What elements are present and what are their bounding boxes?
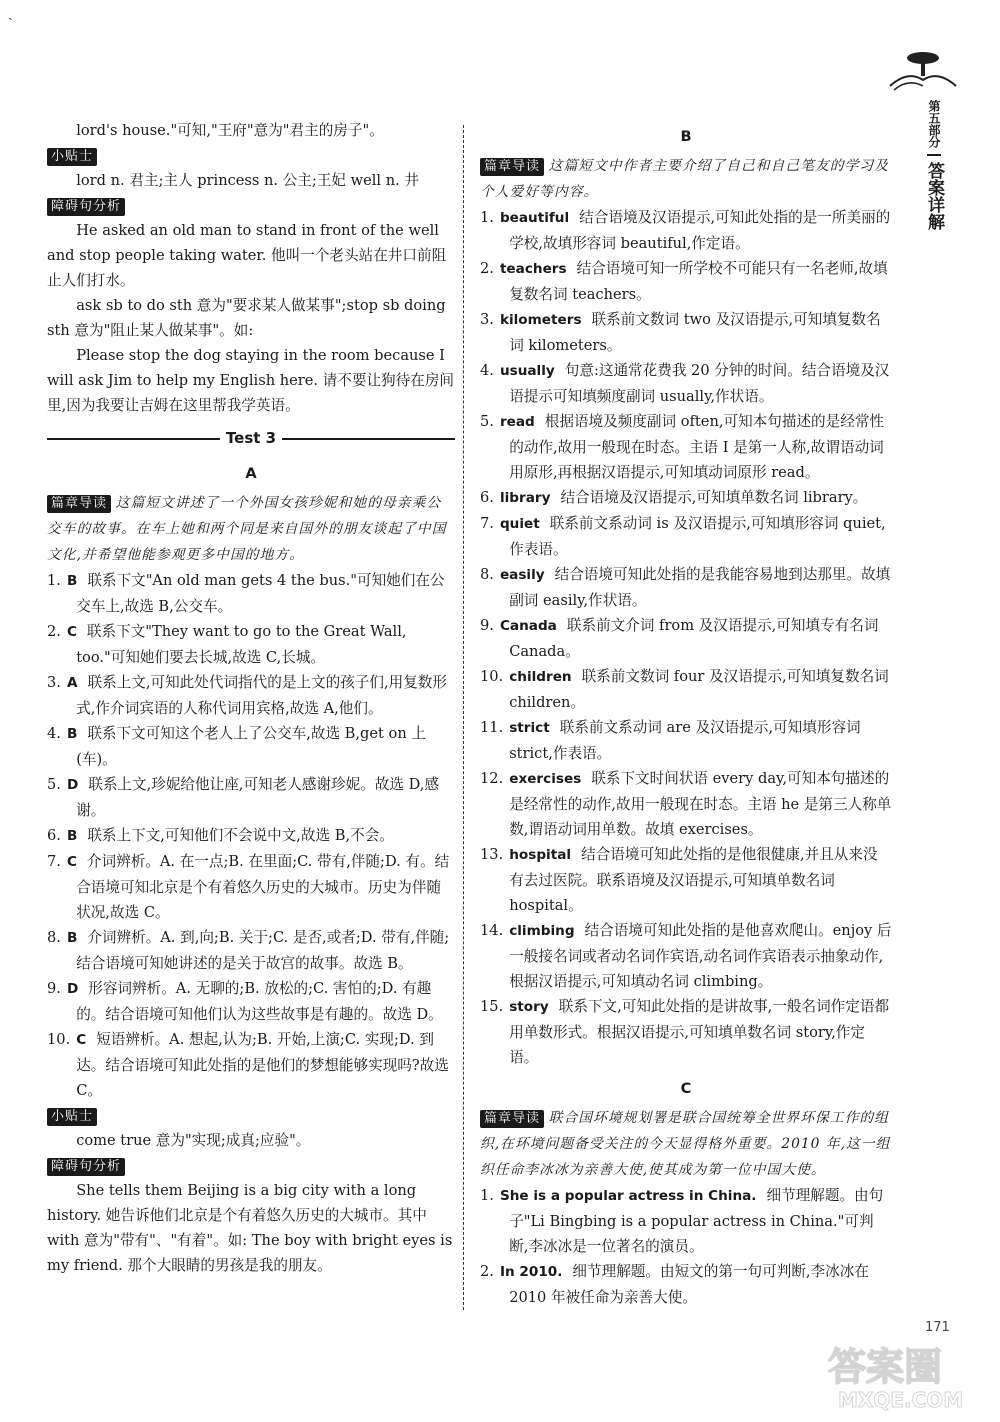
item-number: 5. (47, 776, 61, 793)
answer-item (480, 766, 892, 842)
item-answer: A (66, 675, 78, 691)
item-number: 12. (480, 770, 504, 787)
item-number: 2. (47, 623, 61, 640)
item-number: 2. (480, 260, 494, 277)
answer-item (480, 205, 892, 256)
guide-label: 篇章导读 (47, 495, 111, 513)
analysis-paragraph: She tells them Beijing is a big city with a long history. 她告诉他们北京是个有着悠久历史的大城市。其中 with 意为"带有"、"有着"。如: The boy with bright eyes is my friend. 那个大眼睛的男孩是我的朋友。 (47, 1182, 453, 1274)
item-answer: Canada (499, 618, 557, 634)
item-explanation: 联系前文介词 from 及汉语提示,可知填专有名词 Canada。 (509, 617, 879, 660)
answer-item (480, 1183, 892, 1259)
tip-label: 小贴士 (47, 1108, 97, 1126)
guide-label: 篇章导读 (480, 1110, 544, 1128)
answer-list (480, 205, 892, 1070)
item-explanation: 细节理解题。由短文的第一句可判断,李冰冰在 2010 年被任命为亲善大使。 (509, 1263, 869, 1306)
item-number: 3. (47, 674, 61, 691)
item-explanation: 形容词辨析。A. 无聊的;B. 放松的;C. 害怕的;D. 有趣的。结合语境可知他们认为这些故事是有趣的。故选 D。 (76, 980, 443, 1023)
answer-item (480, 1259, 892, 1310)
item-explanation: 联系下文时间状语 every day,可知本句描述的是经常性的动作,故用一般现在时态。主语 he 是第三人称单数,谓语动词用单数。故填 exercises。 (509, 770, 892, 838)
answer-item (47, 1027, 455, 1103)
item-explanation: 结合语境可知此处指的是他很健康,并且从来没有去过医院。联系语境及汉语提示,可知填单数名词 hospital。 (509, 846, 878, 914)
item-number: 5. (480, 413, 494, 430)
item-answer: C (66, 624, 77, 640)
tip-text: come true 意为"实现;成真;应验"。 (76, 1132, 311, 1149)
item-number: 7. (480, 515, 494, 532)
item-answer: kilometers (499, 312, 582, 328)
item-answer: exercises (509, 771, 582, 787)
item-answer: hospital (509, 847, 572, 863)
test-title: Test 3 (225, 429, 277, 447)
answer-item (480, 715, 892, 766)
margin-mark: ˎ (8, 5, 13, 21)
item-answer: She is a popular actress in China. (499, 1188, 757, 1204)
item-explanation: 短语辨析。A. 想起,认为;B. 开始,上演;C. 实现;D. 到达。结合语境可知此处指的是他们的梦想能够实现吗?故选 C。 (76, 1031, 449, 1099)
header-decoration-icon (888, 40, 958, 95)
item-answer: strict (509, 720, 550, 736)
item-answer: B (66, 828, 78, 844)
analysis-label: 障碍句分析 (47, 198, 125, 216)
item-answer: C (76, 1032, 87, 1048)
answer-item (480, 511, 892, 562)
answer-item (47, 976, 455, 1027)
item-number: 10. (47, 1031, 71, 1048)
item-explanation: 联系前文系动词 are 及汉语提示,可知填形容词 strict,作表语。 (509, 719, 861, 762)
item-answer: D (66, 777, 79, 793)
item-answer: children (509, 669, 572, 685)
svg-text:答案圈: 答案圈 (828, 1345, 943, 1389)
analysis-paragraph: Please stop the dog staying in the room because I will ask Jim to help my English here. 请不要让狗待在房间里,因为我要让吉姆在这里帮我学英语。 (47, 347, 455, 414)
item-answer: story (509, 999, 549, 1015)
section-heading-a: A (245, 465, 257, 482)
item-number: 10. (480, 668, 504, 685)
item-number: 1. (480, 1187, 494, 1204)
column-divider (463, 125, 464, 1310)
answer-item (47, 823, 455, 849)
item-number: 1. (47, 572, 61, 589)
item-answer: read (499, 414, 535, 430)
item-number: 3. (480, 311, 494, 328)
answer-item (480, 842, 892, 918)
answer-item (480, 918, 892, 994)
analysis-paragraph: He asked an old man to stand in front of the well and stop people taking water. 他叫一个老头站在井口前阻止人们打水。 (47, 222, 447, 289)
test-heading (47, 426, 455, 451)
answer-item (480, 358, 892, 409)
item-answer: B (66, 930, 78, 946)
item-number: 4. (47, 725, 61, 742)
item-answer: easily (499, 567, 545, 583)
item-answer: B (66, 726, 78, 742)
answer-item (480, 664, 892, 715)
left-column (47, 118, 455, 1278)
guide-text: 这篇短文讲述了一个外国女孩珍妮和她的母亲乘公交车的故事。在车上她和两个同是来自国外的朋友谈起了中国文化,并希望他能参观更多中国的地方。 (47, 495, 447, 563)
item-explanation: 结合语境可知此处指的是我能容易地到达那里。故填副词 easily,作状语。 (509, 566, 891, 609)
answer-item (480, 994, 892, 1070)
item-answer: beautiful (499, 210, 570, 226)
item-answer: usually (499, 363, 555, 379)
answer-item (47, 849, 455, 925)
right-column (480, 118, 892, 1310)
answer-item (480, 409, 892, 485)
item-number: 6. (47, 827, 61, 844)
answer-item (47, 670, 455, 721)
item-explanation: 联系上文,珍妮给他让座,可知老人感谢珍妮。故选 D,感谢。 (76, 776, 440, 819)
part-label: 第五部分 (927, 100, 941, 156)
item-explanation: 介词辨析。A. 到,向;B. 关于;C. 是否,或者;D. 带有,伴随;结合语境可知她讲述的是关于故宫的故事。故选 B。 (76, 929, 450, 972)
answer-item (47, 925, 455, 976)
section-heading-c: C (680, 1080, 692, 1097)
item-number: 2. (480, 1263, 494, 1280)
guide-text: 这篇短文中作者主要介绍了自己和自己笔友的学习及个人爱好等内容。 (480, 158, 889, 200)
tip-text: lord n. 君主;主人 princess n. 公主;王妃 well n. 井 (76, 172, 419, 189)
guide-label: 篇章导读 (480, 158, 544, 176)
answer-item (47, 772, 455, 823)
analysis-paragraph: ask sb to do sth 意为"要求某人做某事";stop sb doing sth 意为"阻止某人做某事"。如: (47, 297, 446, 339)
item-explanation: 句意:这通常花费我 20 分钟的时间。结合语境及汉语提示可知填频度副词 usually,作状语。 (509, 362, 890, 405)
answer-item (480, 256, 892, 307)
answer-item (47, 721, 455, 772)
item-answer: C (66, 854, 77, 870)
section-label: 答案详解 (924, 162, 944, 230)
answer-item (480, 613, 892, 664)
item-explanation: 联系下文"They want to go to the Great Wall, too."可知她们要去长城,故选 C,长城。 (76, 623, 407, 666)
section-heading-b: B (680, 128, 692, 145)
item-number: 1. (480, 209, 494, 226)
analysis-label: 障碍句分析 (47, 1158, 125, 1176)
answer-item (47, 568, 455, 619)
item-explanation: 结合语境可知一所学校不可能只有一名老师,故填复数名词 teachers。 (509, 260, 888, 303)
item-number: 11. (480, 719, 504, 736)
item-explanation: 结合语境及汉语提示,可知填单数名词 library。 (560, 489, 868, 506)
answer-item (480, 485, 892, 511)
item-number: 13. (480, 846, 504, 863)
item-explanation: 结合语境可知此处指的是他喜欢爬山。enjoy 后一般接名词或者动名词作宾语,动名词作宾语表示抽象动作,根据汉语提示,可知填动名词 climbing。 (509, 922, 892, 990)
answer-item (47, 619, 455, 670)
item-number: 14. (480, 922, 504, 939)
page-number: 171 (925, 1320, 950, 1335)
item-number: 15. (480, 998, 504, 1015)
item-answer: climbing (509, 923, 575, 939)
item-number: 6. (480, 489, 494, 506)
section-side-tab (918, 100, 950, 230)
item-number: 8. (480, 566, 494, 583)
answer-item (480, 307, 892, 358)
item-number: 9. (480, 617, 494, 634)
item-answer: library (499, 490, 551, 506)
item-explanation: 根据语境及频度副词 often,可知本句描述的是经常性的动作,故用一般现在时态。主语 I 是第一人称,故谓语动词用原形,再根据汉语提示,可知填动词原形 read。 (509, 413, 885, 481)
watermark-logo (818, 1335, 988, 1415)
item-explanation: 结合语境及汉语提示,可知此处指的是一所美丽的学校,故填形容词 beautiful,作定语。 (509, 209, 891, 252)
item-explanation: 联系下文可知这个老人上了公交车,故选 B,get on 上(车)。 (76, 725, 426, 768)
item-number: 7. (47, 853, 61, 870)
item-explanation: 联系上文,可知此处代词指代的是上文的孩子们,用复数形式,作介词宾语的人称代词用宾格,故选 A,他们。 (76, 674, 447, 717)
item-explanation: 联系前文数词 four 及汉语提示,可知填复数名词 children。 (509, 668, 889, 711)
tip-label: 小贴士 (47, 148, 97, 166)
item-number: 9. (47, 980, 61, 997)
item-explanation: 介词辨析。A. 在一点;B. 在里面;C. 带有,伴随;D. 有。结合语境可知北京是个有着悠久历史的大城市。历史为伴随状况,故选 C。 (76, 853, 450, 921)
guide-text: 联合国环境规划署是联合国统筹全世界环保工作的组织,在环境问题备受关注的今天显得格外重要。2010 年,这一组织任命李冰冰为亲善大使,使其成为第一位中国大使。 (480, 1110, 891, 1178)
item-explanation: 联系下文,可知此处指的是讲故事,一般名词作定语都用单数形式。根据汉语提示,可知填单数名词 story,作定语。 (509, 998, 890, 1066)
item-answer: B (66, 573, 78, 589)
svg-text:MXQE.COM: MXQE.COM (838, 1388, 964, 1412)
item-answer: In 2010. (499, 1264, 563, 1280)
item-explanation: 联系前文系动词 is 及汉语提示,可知填形容词 quiet,作表语。 (509, 515, 886, 558)
answer-list (480, 1183, 892, 1310)
intro-line: lord's house."可知,"王府"意为"君主的房子"。 (76, 122, 384, 139)
item-number: 4. (480, 362, 494, 379)
item-explanation: 联系前文数词 two 及汉语提示,可知填复数名词 kilometers。 (509, 311, 881, 354)
answer-item (480, 562, 892, 613)
item-answer: quiet (499, 516, 540, 532)
item-answer: D (66, 981, 79, 997)
item-explanation: 细节理解题。由句子"Li Bingbing is a popular actress in China."可判断,李冰冰是一位著名的演员。 (509, 1187, 884, 1255)
item-answer: teachers (499, 261, 567, 277)
item-explanation: 联系下文"An old man gets 4 the bus."可知她们在公交车上,故选 B,公交车。 (76, 572, 445, 615)
item-explanation: 联系上下文,可知他们不会说中文,故选 B,不会。 (87, 827, 394, 844)
item-number: 8. (47, 929, 61, 946)
answer-list (47, 568, 455, 1103)
